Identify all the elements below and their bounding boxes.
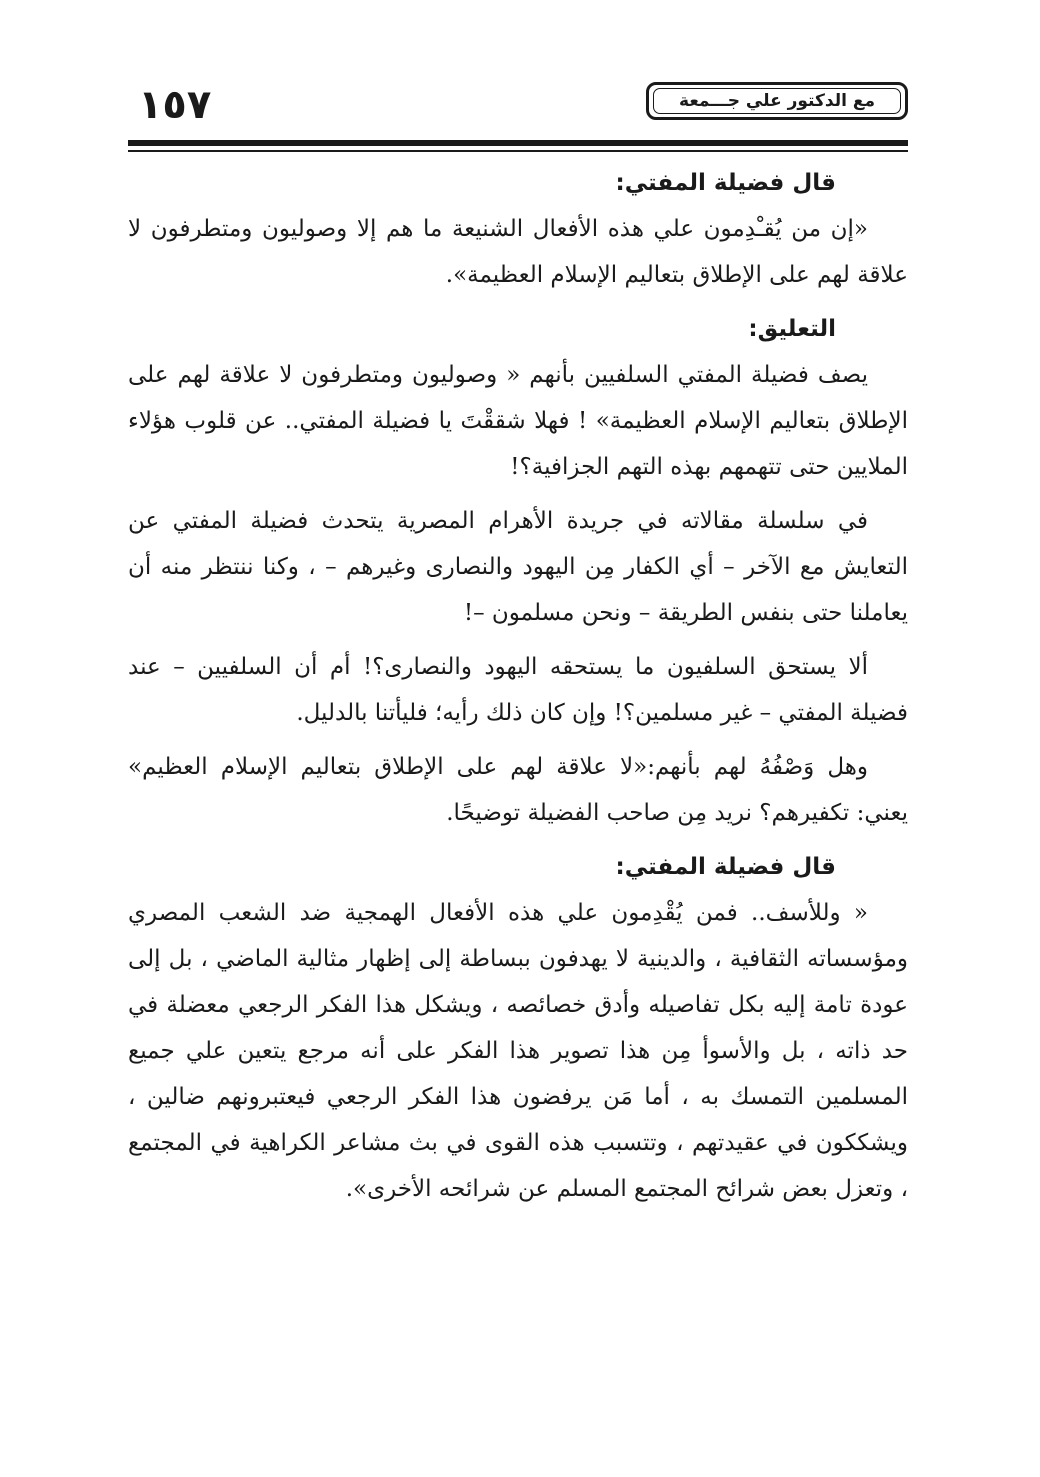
page-body (128, 160, 908, 1220)
section-heading: قال فضيلة المفتي: (615, 170, 836, 196)
running-title-frame (646, 82, 908, 120)
section-heading: التعليق: (748, 316, 836, 342)
body-paragraph: ألا يستحق السلفيون ما يستحقه اليهود والنصارى؟! أم أن السلفيين – عند فضيلة المفتي – غير مسلمين؟! وإن كان ذلك رأيه؛ فليأتنا بالدليل. (128, 654, 908, 726)
quote-paragraph: «إن من يُقـْدِمون علي هذه الأفعال الشنيعة ما هم إلا وصوليون ومتطرفون لا علاقة لهم على الإطلاق بتعاليم الإسلام العظيمة». (128, 216, 908, 288)
page-header (128, 78, 910, 140)
body-paragraph: في سلسلة مقالاته في جريدة الأهرام المصرية يتحدث فضيلة المفتي عن التعايش مع الآخر – أي الكفار مِن اليهود والنصارى وغيرهم – ، وكنا ننتظر منه أن يعاملنا حتى بنفس الطريقة – ونحن مسلمون –! (128, 508, 908, 626)
body-paragraph: يصف فضيلة المفتي السلفيين بأنهم « وصوليون ومتطرفون لا علاقة لهم على الإطلاق بتعاليم الإسلام العظيمة» ! فهلا شققْتَ يا فضيلة المفتي.. عن قلوب هؤلاء الملايين حتى تتهمهم بهذه التهم الجزافية؟! (128, 362, 908, 480)
header-rule-thin (128, 150, 908, 152)
page-number: ١٥٧ (138, 82, 212, 128)
body-paragraph: وهل وَصْفُهُ لهم بأنهم:«لا علاقة لهم على الإطلاق بتعاليم الإسلام العظيم» يعني: تكفيرهم؟ نريد مِن صاحب الفضيلة توضيحًا. (128, 754, 908, 826)
running-title: مع الدكتور علي جـــمعة (679, 91, 875, 111)
section-heading: قال فضيلة المفتي: (615, 854, 836, 880)
quote-paragraph: « وللأسف.. فمن يُقْدِمون علي هذه الأفعال الهمجية ضد الشعب المصري ومؤسساته الثقافية ، والدينية لا يهدفون ببساطة إلى إظهار مثالية الماضي ، بل إلى عودة تامة إليه بكل تفاصيله وأدق خصائصه ، ويشكل هذا الفكر الرجعي معضلة في حد ذاته ، بل والأسوأ مِن هذا تصوير هذا الفكر على أنه مرجع يتعين علي جميع المسلمين التمسك به ، أما مَن يرفضون هذا الفكر الرجعي فيعتبرونهم ضالين ، ويشككون في عقيدتهم ، وتتسبب هذه القوى في بث مشاعر الكراهية في المجتمع ، وتعزل بعض شرائح المجتمع المسلم عن شرائحه الأخرى». (128, 900, 908, 1202)
header-rule-thick (128, 140, 908, 146)
